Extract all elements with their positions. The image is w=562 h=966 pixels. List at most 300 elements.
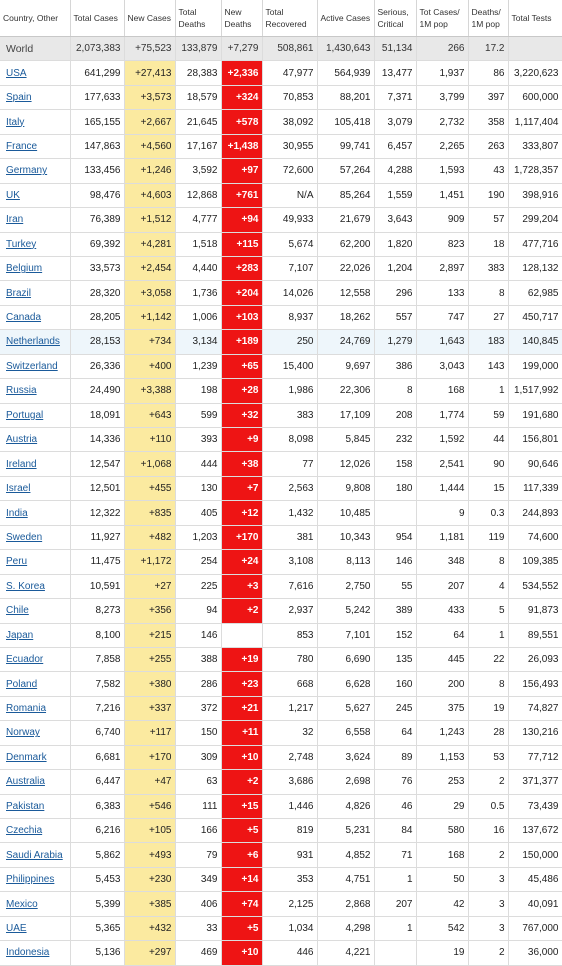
total-cases-cell: 147,863 xyxy=(70,134,124,158)
country-cell xyxy=(0,843,70,867)
deaths-per-1m-cell: 2 xyxy=(468,941,508,965)
total-deaths-cell: 349 xyxy=(175,867,221,891)
total-cases-cell: 641,299 xyxy=(70,61,124,85)
table-row xyxy=(0,501,562,525)
cases-per-1m-cell: 2,897 xyxy=(416,256,468,280)
deaths-per-1m-cell: 90 xyxy=(468,452,508,476)
total-recovered-cell: 819 xyxy=(262,819,317,843)
country-link[interactable]: Sweden xyxy=(6,531,43,543)
new-deaths-cell: +94 xyxy=(221,208,262,232)
total-deaths-cell: 469 xyxy=(175,941,221,965)
total-tests-cell: 74,600 xyxy=(508,525,562,549)
column-header-new-cases[interactable]: New Cases xyxy=(124,0,175,37)
country-link[interactable]: Japan xyxy=(6,629,34,641)
table-row xyxy=(0,819,562,843)
total-cases-cell: 5,365 xyxy=(70,916,124,940)
table-row xyxy=(0,61,562,85)
deaths-per-1m-cell: 383 xyxy=(468,256,508,280)
country-link[interactable]: USA xyxy=(6,67,27,79)
cases-per-1m-cell: 348 xyxy=(416,550,468,574)
total-recovered-cell: 38,092 xyxy=(262,110,317,134)
deaths-per-1m-cell: 8 xyxy=(468,281,508,305)
new-cases-cell: +835 xyxy=(124,501,175,525)
table-row xyxy=(0,550,562,574)
country-cell xyxy=(0,159,70,183)
total-recovered-cell: 508,861 xyxy=(262,37,317,61)
new-cases-cell: +385 xyxy=(124,892,175,916)
total-recovered-cell: 1,432 xyxy=(262,501,317,525)
new-deaths-cell: +7 xyxy=(221,476,262,500)
country-link[interactable]: Russia xyxy=(6,385,37,397)
total-recovered-cell: 1,986 xyxy=(262,379,317,403)
country-link[interactable]: Brazil xyxy=(6,287,32,299)
total-deaths-cell: 63 xyxy=(175,770,221,794)
total-recovered-cell: 47,977 xyxy=(262,61,317,85)
serious-critical-cell: 4,288 xyxy=(374,159,416,183)
country-link[interactable]: Romania xyxy=(6,703,47,715)
country-link[interactable]: UK xyxy=(6,189,20,201)
total-tests-cell: 128,132 xyxy=(508,256,562,280)
total-tests-cell: 244,893 xyxy=(508,501,562,525)
total-cases-cell: 5,453 xyxy=(70,867,124,891)
deaths-per-1m-cell: 143 xyxy=(468,354,508,378)
deaths-per-1m-cell: 22 xyxy=(468,647,508,671)
total-deaths-cell: 3,134 xyxy=(175,330,221,354)
country-cell xyxy=(0,696,70,720)
column-header-total-cases[interactable]: Total Cases xyxy=(70,0,124,37)
cases-per-1m-cell: 168 xyxy=(416,843,468,867)
country-link[interactable]: Italy xyxy=(6,116,25,128)
total-tests-cell: 73,439 xyxy=(508,794,562,818)
country-cell xyxy=(0,916,70,940)
total-cases-cell: 7,858 xyxy=(70,647,124,671)
serious-critical-cell: 51,134 xyxy=(374,37,416,61)
total-deaths-cell: 12,868 xyxy=(175,183,221,207)
country-link[interactable]: S. Korea xyxy=(6,580,45,592)
cases-per-1m-cell: 253 xyxy=(416,770,468,794)
total-recovered-cell: 2,937 xyxy=(262,599,317,623)
serious-critical-cell: 158 xyxy=(374,452,416,476)
deaths-per-1m-cell: 2 xyxy=(468,843,508,867)
country-link[interactable]: Belgium xyxy=(6,263,43,275)
new-deaths-cell: +5 xyxy=(221,916,262,940)
cases-per-1m-cell: 1,243 xyxy=(416,721,468,745)
active-cases-cell: 5,845 xyxy=(317,428,374,452)
total-deaths-cell: 3,592 xyxy=(175,159,221,183)
country-link[interactable]: Iran xyxy=(6,214,24,226)
column-header-serious-critical[interactable]: Serious, Critical xyxy=(374,0,416,37)
total-tests-cell: 117,339 xyxy=(508,476,562,500)
country-link[interactable]: Ireland xyxy=(6,458,37,470)
deaths-per-1m-cell: 8 xyxy=(468,672,508,696)
total-tests-cell xyxy=(508,37,562,61)
deaths-per-1m-cell: 16 xyxy=(468,819,508,843)
country-cell xyxy=(0,941,70,965)
total-recovered-cell: 2,125 xyxy=(262,892,317,916)
country-cell xyxy=(0,379,70,403)
new-deaths-cell: +3 xyxy=(221,574,262,598)
new-deaths-cell: +578 xyxy=(221,110,262,134)
new-cases-cell: +47 xyxy=(124,770,175,794)
new-deaths-cell: +21 xyxy=(221,696,262,720)
total-recovered-cell: 1,034 xyxy=(262,916,317,940)
new-deaths-cell: +761 xyxy=(221,183,262,207)
new-cases-cell: +455 xyxy=(124,476,175,500)
total-deaths-cell: 28,383 xyxy=(175,61,221,85)
serious-critical-cell: 207 xyxy=(374,892,416,916)
total-deaths-cell: 33 xyxy=(175,916,221,940)
table-row xyxy=(0,256,562,280)
total-deaths-cell: 21,645 xyxy=(175,110,221,134)
table-row xyxy=(0,647,562,671)
serious-critical-cell: 1 xyxy=(374,916,416,940)
country-link[interactable]: Poland xyxy=(6,678,38,690)
total-deaths-cell: 79 xyxy=(175,843,221,867)
new-cases-cell: +493 xyxy=(124,843,175,867)
total-cases-cell: 18,091 xyxy=(70,403,124,427)
column-header-total-recovered[interactable]: Total Recovered xyxy=(262,0,317,37)
total-deaths-cell: 309 xyxy=(175,745,221,769)
country-cell xyxy=(0,672,70,696)
table-row xyxy=(0,892,562,916)
total-recovered-cell: N/A xyxy=(262,183,317,207)
new-deaths-cell: +97 xyxy=(221,159,262,183)
total-deaths-cell: 393 xyxy=(175,428,221,452)
new-cases-cell: +400 xyxy=(124,354,175,378)
active-cases-cell: 2,750 xyxy=(317,574,374,598)
cases-per-1m-cell: 1,153 xyxy=(416,745,468,769)
deaths-per-1m-cell: 183 xyxy=(468,330,508,354)
total-tests-cell: 91,873 xyxy=(508,599,562,623)
country-cell xyxy=(0,623,70,647)
deaths-per-1m-cell: 1 xyxy=(468,623,508,647)
column-header-country[interactable]: Country, Other xyxy=(0,0,70,37)
active-cases-cell: 12,558 xyxy=(317,281,374,305)
country-link[interactable]: Ecuador xyxy=(6,654,44,666)
column-header-total-deaths[interactable]: Total Deaths xyxy=(175,0,221,37)
country-link[interactable]: Netherlands xyxy=(6,336,60,348)
new-deaths-cell: +11 xyxy=(221,721,262,745)
table-row xyxy=(0,428,562,452)
deaths-per-1m-cell: 263 xyxy=(468,134,508,158)
country-link[interactable]: Denmark xyxy=(6,751,47,763)
new-cases-cell: +105 xyxy=(124,819,175,843)
country-cell xyxy=(0,354,70,378)
total-cases-cell: 76,389 xyxy=(70,208,124,232)
serious-critical-cell: 55 xyxy=(374,574,416,598)
total-recovered-cell: 381 xyxy=(262,525,317,549)
cases-per-1m-cell: 266 xyxy=(416,37,468,61)
total-cases-cell: 7,582 xyxy=(70,672,124,696)
total-cases-cell: 69,392 xyxy=(70,232,124,256)
deaths-per-1m-cell: 3 xyxy=(468,892,508,916)
total-recovered-cell: 3,108 xyxy=(262,550,317,574)
total-deaths-cell: 1,006 xyxy=(175,305,221,329)
total-cases-cell: 5,136 xyxy=(70,941,124,965)
country-link[interactable]: India xyxy=(6,507,28,519)
total-cases-cell: 28,320 xyxy=(70,281,124,305)
cases-per-1m-cell: 542 xyxy=(416,916,468,940)
total-cases-cell: 12,322 xyxy=(70,501,124,525)
new-cases-cell: +230 xyxy=(124,867,175,891)
active-cases-cell: 6,628 xyxy=(317,672,374,696)
country-cell xyxy=(0,403,70,427)
new-deaths-cell: +19 xyxy=(221,647,262,671)
total-deaths-cell: 225 xyxy=(175,574,221,598)
country-cell xyxy=(0,721,70,745)
active-cases-cell: 22,026 xyxy=(317,256,374,280)
country-link[interactable]: Switzerland xyxy=(6,360,58,372)
total-cases-cell: 6,740 xyxy=(70,721,124,745)
cases-per-1m-cell: 200 xyxy=(416,672,468,696)
table-row xyxy=(0,696,562,720)
active-cases-cell: 17,109 xyxy=(317,403,374,427)
new-cases-cell: +215 xyxy=(124,623,175,647)
column-header-cases-per-1m[interactable]: Tot Cases/ 1M pop xyxy=(416,0,468,37)
total-deaths-cell: 286 xyxy=(175,672,221,696)
deaths-per-1m-cell: 5 xyxy=(468,599,508,623)
deaths-per-1m-cell: 19 xyxy=(468,696,508,720)
active-cases-cell: 4,298 xyxy=(317,916,374,940)
total-cases-cell: 98,476 xyxy=(70,183,124,207)
country-link[interactable]: Canada xyxy=(6,312,42,324)
total-tests-cell: 40,091 xyxy=(508,892,562,916)
new-cases-cell: +3,573 xyxy=(124,85,175,109)
cases-per-1m-cell: 2,265 xyxy=(416,134,468,158)
total-tests-cell: 398,916 xyxy=(508,183,562,207)
country-link[interactable]: Saudi Arabia xyxy=(6,849,63,861)
total-cases-cell: 24,490 xyxy=(70,379,124,403)
country-cell: World xyxy=(0,37,70,61)
cases-per-1m-cell: 747 xyxy=(416,305,468,329)
deaths-per-1m-cell: 3 xyxy=(468,916,508,940)
cases-per-1m-cell: 1,451 xyxy=(416,183,468,207)
country-link[interactable]: Portugal xyxy=(6,409,44,421)
table-row xyxy=(0,721,562,745)
total-deaths-cell: 198 xyxy=(175,379,221,403)
country-link[interactable]: Australia xyxy=(6,776,45,788)
column-header-deaths-per-1m[interactable]: Deaths/ 1M pop xyxy=(468,0,508,37)
total-cases-cell: 7,216 xyxy=(70,696,124,720)
country-cell xyxy=(0,647,70,671)
country-cell xyxy=(0,599,70,623)
table-row xyxy=(0,794,562,818)
column-header-active-cases[interactable]: Active Cases xyxy=(317,0,374,37)
total-tests-cell: 140,845 xyxy=(508,330,562,354)
total-cases-cell: 26,336 xyxy=(70,354,124,378)
total-deaths-cell: 372 xyxy=(175,696,221,720)
deaths-per-1m-cell: 53 xyxy=(468,745,508,769)
serious-critical-cell: 84 xyxy=(374,819,416,843)
column-header-new-deaths[interactable]: New Deaths xyxy=(221,0,262,37)
serious-critical-cell: 389 xyxy=(374,599,416,623)
new-cases-cell: +643 xyxy=(124,403,175,427)
total-deaths-cell: 444 xyxy=(175,452,221,476)
new-cases-cell: +4,603 xyxy=(124,183,175,207)
total-recovered-cell: 14,026 xyxy=(262,281,317,305)
new-cases-cell: +27 xyxy=(124,574,175,598)
total-tests-cell: 156,493 xyxy=(508,672,562,696)
country-cell xyxy=(0,428,70,452)
new-deaths-cell: +324 xyxy=(221,85,262,109)
country-cell xyxy=(0,892,70,916)
cases-per-1m-cell: 1,937 xyxy=(416,61,468,85)
country-link[interactable]: Israel xyxy=(6,483,31,495)
table-row xyxy=(0,134,562,158)
serious-critical-cell: 557 xyxy=(374,305,416,329)
total-tests-cell: 767,000 xyxy=(508,916,562,940)
new-deaths-cell: +2,336 xyxy=(221,61,262,85)
country-link[interactable]: Turkey xyxy=(6,238,37,250)
total-deaths-cell: 133,879 xyxy=(175,37,221,61)
table-row xyxy=(0,843,562,867)
country-cell xyxy=(0,819,70,843)
country-link[interactable]: Czechia xyxy=(6,825,43,837)
table-row xyxy=(0,745,562,769)
total-deaths-cell: 406 xyxy=(175,892,221,916)
total-tests-cell: 299,204 xyxy=(508,208,562,232)
active-cases-cell: 9,697 xyxy=(317,354,374,378)
country-cell xyxy=(0,232,70,256)
new-deaths-cell: +2 xyxy=(221,599,262,623)
country-link[interactable]: Norway xyxy=(6,727,40,739)
country-link[interactable]: Germany xyxy=(6,165,48,177)
table-row xyxy=(0,330,562,354)
total-tests-cell: 26,093 xyxy=(508,647,562,671)
country-cell xyxy=(0,574,70,598)
active-cases-cell: 99,741 xyxy=(317,134,374,158)
new-cases-cell: +117 xyxy=(124,721,175,745)
cases-per-1m-cell: 64 xyxy=(416,623,468,647)
cases-per-1m-cell: 29 xyxy=(416,794,468,818)
new-cases-cell: +2,667 xyxy=(124,110,175,134)
new-cases-cell: +1,172 xyxy=(124,550,175,574)
total-cases-cell: 11,927 xyxy=(70,525,124,549)
new-cases-cell: +356 xyxy=(124,599,175,623)
active-cases-cell: 3,624 xyxy=(317,745,374,769)
serious-critical-cell: 146 xyxy=(374,550,416,574)
deaths-per-1m-cell: 59 xyxy=(468,403,508,427)
active-cases-cell: 564,939 xyxy=(317,61,374,85)
table-row xyxy=(0,452,562,476)
deaths-per-1m-cell: 397 xyxy=(468,85,508,109)
total-tests-cell: 450,717 xyxy=(508,305,562,329)
serious-critical-cell: 1,279 xyxy=(374,330,416,354)
serious-critical-cell xyxy=(374,941,416,965)
deaths-per-1m-cell: 27 xyxy=(468,305,508,329)
total-tests-cell: 1,517,992 xyxy=(508,379,562,403)
total-cases-cell: 6,216 xyxy=(70,819,124,843)
country-link[interactable]: Philippines xyxy=(6,874,55,886)
country-link[interactable]: Spain xyxy=(6,92,32,104)
total-cases-cell: 11,475 xyxy=(70,550,124,574)
active-cases-cell: 4,852 xyxy=(317,843,374,867)
new-deaths-cell: +170 xyxy=(221,525,262,549)
total-deaths-cell: 130 xyxy=(175,476,221,500)
cases-per-1m-cell: 823 xyxy=(416,232,468,256)
cases-per-1m-cell: 909 xyxy=(416,208,468,232)
new-deaths-cell: +74 xyxy=(221,892,262,916)
deaths-per-1m-cell: 15 xyxy=(468,476,508,500)
total-tests-cell: 371,377 xyxy=(508,770,562,794)
active-cases-cell: 57,264 xyxy=(317,159,374,183)
table-row xyxy=(0,110,562,134)
new-deaths-cell: +38 xyxy=(221,452,262,476)
serious-critical-cell: 208 xyxy=(374,403,416,427)
new-cases-cell: +170 xyxy=(124,745,175,769)
table-row xyxy=(0,867,562,891)
country-link[interactable]: UAE xyxy=(6,922,27,934)
active-cases-cell: 24,769 xyxy=(317,330,374,354)
total-recovered-cell: 8,098 xyxy=(262,428,317,452)
total-tests-cell: 77,712 xyxy=(508,745,562,769)
country-link[interactable]: Austria xyxy=(6,434,38,446)
country-link[interactable]: Pakistan xyxy=(6,800,45,812)
new-cases-cell: +1,246 xyxy=(124,159,175,183)
new-deaths-cell: +1,438 xyxy=(221,134,262,158)
serious-critical-cell: 3,079 xyxy=(374,110,416,134)
deaths-per-1m-cell: 1 xyxy=(468,379,508,403)
total-deaths-cell: 94 xyxy=(175,599,221,623)
country-cell xyxy=(0,794,70,818)
country-link[interactable]: Peru xyxy=(6,556,28,568)
country-cell xyxy=(0,770,70,794)
total-recovered-cell: 931 xyxy=(262,843,317,867)
serious-critical-cell: 1 xyxy=(374,867,416,891)
total-cases-cell: 6,447 xyxy=(70,770,124,794)
total-cases-cell: 165,155 xyxy=(70,110,124,134)
country-cell xyxy=(0,550,70,574)
column-header-total-tests[interactable]: Total Tests xyxy=(508,0,562,37)
active-cases-cell: 9,808 xyxy=(317,476,374,500)
serious-critical-cell: 1,559 xyxy=(374,183,416,207)
deaths-per-1m-cell: 0.5 xyxy=(468,794,508,818)
country-link[interactable]: France xyxy=(6,140,38,152)
country-cell xyxy=(0,525,70,549)
table-row xyxy=(0,305,562,329)
new-cases-cell: +1,068 xyxy=(124,452,175,476)
total-cases-cell: 12,501 xyxy=(70,476,124,500)
deaths-per-1m-cell: 86 xyxy=(468,61,508,85)
new-deaths-cell: +12 xyxy=(221,501,262,525)
active-cases-cell: 6,690 xyxy=(317,647,374,671)
new-cases-cell: +380 xyxy=(124,672,175,696)
total-recovered-cell: 780 xyxy=(262,647,317,671)
total-recovered-cell: 70,853 xyxy=(262,85,317,109)
country-link[interactable]: Mexico xyxy=(6,898,38,910)
serious-critical-cell: 135 xyxy=(374,647,416,671)
country-link[interactable]: Indonesia xyxy=(6,947,50,959)
new-deaths-cell: +204 xyxy=(221,281,262,305)
active-cases-cell: 12,026 xyxy=(317,452,374,476)
cases-per-1m-cell: 1,643 xyxy=(416,330,468,354)
total-deaths-cell: 1,203 xyxy=(175,525,221,549)
country-link[interactable]: Chile xyxy=(6,605,29,617)
total-recovered-cell: 15,400 xyxy=(262,354,317,378)
total-tests-cell: 156,801 xyxy=(508,428,562,452)
new-deaths-cell: +65 xyxy=(221,354,262,378)
total-recovered-cell: 30,955 xyxy=(262,134,317,158)
total-recovered-cell: 7,616 xyxy=(262,574,317,598)
cases-per-1m-cell: 207 xyxy=(416,574,468,598)
serious-critical-cell: 954 xyxy=(374,525,416,549)
deaths-per-1m-cell: 190 xyxy=(468,183,508,207)
deaths-per-1m-cell: 43 xyxy=(468,159,508,183)
new-deaths-cell: +189 xyxy=(221,330,262,354)
deaths-per-1m-cell: 28 xyxy=(468,721,508,745)
new-deaths-cell: +2 xyxy=(221,770,262,794)
total-recovered-cell: 250 xyxy=(262,330,317,354)
